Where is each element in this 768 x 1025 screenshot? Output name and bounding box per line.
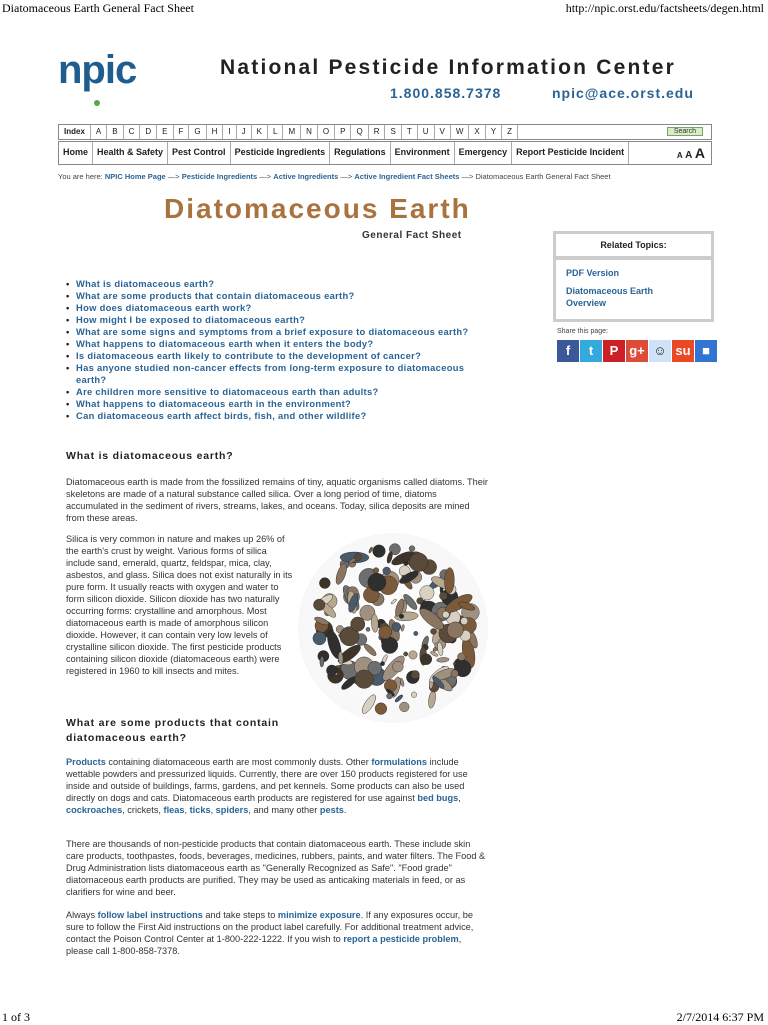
toc-link[interactable]: • Is diatomaceous earth likely to contribute to the development of cancer?: [66, 350, 486, 362]
index-letter-q[interactable]: Q: [351, 125, 368, 139]
nav-items: [59, 142, 629, 164]
diatom-shape: [373, 545, 386, 558]
toc-link[interactable]: • How does diatomaceous earth work?: [66, 302, 486, 314]
index-letter-i[interactable]: I: [223, 125, 236, 139]
index-letter-f[interactable]: F: [174, 125, 190, 139]
index-letter-d[interactable]: D: [140, 125, 157, 139]
diatom-shape: [447, 622, 463, 638]
share-label: Share this page:: [557, 328, 608, 335]
breadcrumb-current: Diatomaceous Earth General Fact Sheet: [475, 172, 611, 181]
diatom-shape: [414, 631, 418, 635]
diatom-shape: [334, 562, 349, 585]
nav-item-environment[interactable]: Environment: [391, 142, 455, 164]
diatom-shape: [451, 670, 459, 678]
site-title: National Pesticide Information Center: [220, 56, 676, 79]
search-area: [667, 126, 703, 137]
toc-link[interactable]: • What are some signs and symptoms from a brief exposure to diatomaceous earth?: [66, 326, 486, 338]
breadcrumb-link[interactable]: Active Ingredient Fact Sheets: [354, 172, 460, 181]
footer-datetime: 2/7/2014 6:37 PM: [676, 1010, 764, 1024]
diatom-drawing: [298, 533, 488, 723]
inline-link[interactable]: formulations: [371, 757, 428, 767]
toc-link[interactable]: • How might I be exposed to diatomaceous earth?: [66, 314, 486, 326]
text-size-medium[interactable]: A: [685, 150, 693, 161]
inline-link[interactable]: fleas: [163, 805, 185, 815]
nav-item-home[interactable]: Home: [59, 142, 93, 164]
index-letter-c[interactable]: C: [124, 125, 141, 139]
search-button[interactable]: Search: [667, 127, 703, 136]
diatom-shape: [313, 599, 324, 610]
table-of-contents: [66, 278, 486, 422]
index-letter-g[interactable]: G: [189, 125, 206, 139]
index-letter-h[interactable]: H: [207, 125, 224, 139]
index-letter-u[interactable]: U: [418, 125, 435, 139]
inline-link[interactable]: Products: [66, 757, 106, 767]
text-size-small[interactable]: A: [676, 151, 683, 160]
inline-link[interactable]: minimize exposure: [277, 910, 361, 920]
section1-paragraph1: Diatomaceous earth is made from the fossilized remains of tiny, aquatic organisms called diatoms. Their skeletons are made of a natural substance called silica. Over a long period of time, diatoms accumulated in the sediment of rivers, streams, lakes, and oceans. Today, silica deposits are mined from these areas.: [66, 477, 488, 523]
diatom-shape: [411, 692, 417, 698]
print-header-title: Diatomaceous Earth General Fact Sheet: [2, 1, 194, 15]
index-letter-o[interactable]: O: [318, 125, 335, 139]
main-nav: [58, 141, 712, 165]
page-title: Diatomaceous Earth: [164, 193, 471, 224]
index-letter-p[interactable]: P: [335, 125, 351, 139]
related-topics-links: [553, 256, 714, 322]
inline-link[interactable]: follow label instructions: [97, 910, 203, 920]
diatom-shape: [401, 624, 405, 631]
breadcrumb-separator: —>: [165, 172, 182, 181]
reddit-icon[interactable]: ☺: [649, 340, 671, 362]
stumbleupon-icon[interactable]: su: [672, 340, 694, 362]
logo-text: npic: [58, 48, 137, 92]
inline-link[interactable]: report a pesticide problem: [343, 934, 459, 944]
diatom-shape: [409, 546, 415, 552]
diatom-shape: [351, 617, 365, 631]
related-topics-heading: Related Topics:: [553, 231, 714, 260]
diatom-shape: [430, 628, 436, 634]
nav-item-pest-control[interactable]: Pest Control: [168, 142, 231, 164]
breadcrumb-link[interactable]: NPIC Home Page: [104, 172, 166, 181]
diatom-shape: [368, 573, 386, 591]
diatom-shape: [427, 690, 436, 709]
diatom-shape: [387, 693, 393, 699]
diatom-shape: [326, 665, 337, 676]
index-letters: [91, 125, 518, 139]
toc-link[interactable]: • What happens to diatomaceous earth when it enters the body?: [66, 338, 486, 350]
nav-item-report-pesticide-incident[interactable]: Report Pesticide Incident: [512, 142, 629, 164]
diatom-shape: [383, 567, 391, 575]
index-letter-k[interactable]: K: [252, 125, 268, 139]
diatom-shape: [411, 671, 419, 679]
breadcrumb-link[interactable]: Pesticide Ingredients: [181, 172, 258, 181]
inline-link[interactable]: cockroaches: [66, 805, 123, 815]
de-overview-link[interactable]: Diatomaceous Earth Overview: [566, 286, 654, 308]
diatom-shape: [313, 632, 326, 645]
index-letter-n[interactable]: N: [301, 125, 318, 139]
index-letter-e[interactable]: E: [157, 125, 173, 139]
diatom-shape: [360, 693, 379, 716]
print-header-url: http://npic.orst.edu/factsheets/degen.html: [565, 1, 764, 15]
toc-link[interactable]: • Are children more sensitive to diatomaceous earth than adults?: [66, 386, 486, 398]
index-letter-s[interactable]: S: [385, 125, 401, 139]
index-letter-x[interactable]: X: [469, 125, 485, 139]
index-letter-j[interactable]: J: [237, 125, 252, 139]
toc-link[interactable]: • Has anyone studied non-cancer effects from long-term exposure to diatomaceous earth?: [66, 362, 486, 386]
diatom-shape: [379, 626, 392, 639]
twitter-icon[interactable]: t: [580, 340, 602, 362]
index-letter-m[interactable]: M: [283, 125, 301, 139]
diatom-shape: [390, 598, 397, 604]
diatom-shape: [354, 554, 361, 561]
diatom-shape: [366, 627, 370, 631]
diatom-shape: [436, 657, 449, 663]
diatom-shape: [373, 568, 379, 574]
index-letter-r[interactable]: R: [369, 125, 386, 139]
diatom-shape: [460, 617, 467, 624]
diatom-shape: [417, 598, 423, 604]
phone-number: 1.800.858.7378: [390, 85, 502, 101]
npic-logo[interactable]: [58, 48, 136, 93]
logo-dot: [94, 100, 100, 106]
diatom-shape: [371, 614, 379, 633]
googleplus-icon[interactable]: g+: [626, 340, 648, 362]
nav-item-emergency[interactable]: Emergency: [455, 142, 513, 164]
diatom-shape: [420, 586, 435, 601]
index-letter-z[interactable]: Z: [502, 125, 518, 139]
diatom-shape: [375, 703, 387, 715]
toc-link[interactable]: • What happens to diatomaceous earth in the environment?: [66, 398, 486, 410]
section1-paragraph2: Silica is very common in nature and makes up 26% of the earth's crust by weight. Various forms of silica include sand, emerald, quartz, feldspar, mica, clay, asbestos, and glass. Silica does not exist naturally in its pure form. It usually reacts with oxygen and water to form silicon dioxide. Silicon dioxide has two naturally occurring forms: crystalline and amorphous. Most diatomaceous earth is made of amorphous silicon dioxide. However, it can contain very low levels of crystalline silicon dioxide. The first pesticide products containing silicon dioxide (diatomaceous earth) were registered in 1960 to kill insects and mites.: [66, 534, 293, 676]
email-link[interactable]: npic@ace.orst.edu: [552, 85, 694, 101]
diatom-shape: [458, 653, 466, 661]
nav-item-regulations[interactable]: Regulations: [330, 142, 391, 164]
diatom-shape: [368, 547, 373, 554]
diatom-shape: [421, 654, 432, 665]
toc-link[interactable]: • What are some products that contain diatomaceous earth?: [66, 290, 486, 302]
index-letter-w[interactable]: W: [451, 125, 470, 139]
nav-item-pesticide-ingredients[interactable]: Pesticide Ingredients: [231, 142, 331, 164]
diatom-shape: [392, 661, 403, 672]
index-label[interactable]: Index: [59, 125, 91, 139]
section2-paragraph3: Always follow label instructions and take steps to minimize exposure. If any exposures occur, be sure to follow the First Aid instructions on the product label carefully. For additional treatment advice, contact the Poison Control Center at 1-800-222-1222. If you wish to report a pesticide problem, please call 1-800-858-7378.: [66, 910, 474, 956]
breadcrumb-link[interactable]: Active Ingredients: [273, 172, 339, 181]
delicious-icon[interactable]: ■: [695, 340, 717, 362]
toc-link[interactable]: • What is diatomaceous earth?: [66, 278, 486, 290]
diatom-shape: [392, 622, 401, 631]
inline-link[interactable]: spiders: [215, 805, 249, 815]
breadcrumb: [58, 172, 611, 181]
section2-paragraph1: Products containing diatomaceous earth are most commonly dusts. Other formulations include wettable powders and pressurized liquids. Currently, there are over 150 products registered for use inside and outside of buildings, farms, gardens, and pet kennels. Some products can also be used directly on dogs and cats. Diatomaceous earth products are registered for use against bed bugs, cockroaches, crickets, fleas, ticks, spiders, and many other pests.: [66, 757, 468, 815]
diatom-shape: [442, 611, 449, 618]
breadcrumb-separator: —>: [338, 172, 355, 181]
diatom-shape: [382, 637, 398, 653]
page-subtitle: General Fact Sheet: [362, 230, 462, 241]
text-size-controls: [677, 142, 705, 167]
diatom-shape: [399, 702, 409, 712]
section2-paragraph2: There are thousands of non-pesticide products that contain diatomaceous earth. These include skin care products, toothpastes, foods, beverages, medicines, rubbers, paints, and water filters. The Food & Drug Administration lists diatomaceous earth as "Generally Recognized as Safe". "Food grade" diatomaceous earth products are purified. They may be used as anticaking materials in feed, or as clarifiers for wine and beer.: [66, 839, 486, 897]
diatom-shape: [319, 578, 330, 589]
index-letter-y[interactable]: Y: [486, 125, 502, 139]
share-icons: [557, 340, 717, 362]
facebook-icon[interactable]: f: [557, 340, 579, 362]
section-heading-products: What are some products that contain diatomaceous earth?: [66, 717, 279, 744]
footer-page-number: 1 of 3: [2, 1010, 30, 1024]
diatom-shape: [409, 553, 428, 572]
pinterest-icon[interactable]: P: [603, 340, 625, 362]
index-letter-t[interactable]: T: [402, 125, 418, 139]
index-letter-v[interactable]: V: [435, 125, 451, 139]
index-letter-b[interactable]: B: [107, 125, 123, 139]
diatom-microscope-image: [298, 533, 488, 723]
breadcrumb-separator: —>: [459, 172, 476, 181]
breadcrumb-prefix: You are here:: [58, 172, 105, 181]
index-bar: [58, 124, 712, 140]
inline-link[interactable]: bed bugs: [417, 793, 459, 803]
text-size-large[interactable]: A: [694, 145, 705, 161]
diatom-shape: [363, 642, 378, 657]
toc-link[interactable]: • Can diatomaceous earth affect birds, fish, and other wildlife?: [66, 410, 486, 422]
section-heading-what-is: What is diatomaceous earth?: [66, 450, 234, 462]
index-letter-a[interactable]: A: [91, 125, 107, 139]
diatom-shape: [439, 592, 447, 600]
pdf-version-link[interactable]: PDF Version: [566, 268, 620, 278]
index-letter-l[interactable]: L: [268, 125, 283, 139]
diatom-shape: [355, 670, 373, 688]
diatom-shape: [409, 651, 417, 659]
diatom-shape: [380, 662, 384, 666]
breadcrumb-separator: —>: [257, 172, 274, 181]
inline-link[interactable]: pests: [319, 805, 344, 815]
diatom-shape: [320, 656, 324, 667]
diatom-shape: [404, 652, 408, 656]
inline-link[interactable]: ticks: [189, 805, 211, 815]
nav-item-health-safety[interactable]: Health & Safety: [93, 142, 168, 164]
